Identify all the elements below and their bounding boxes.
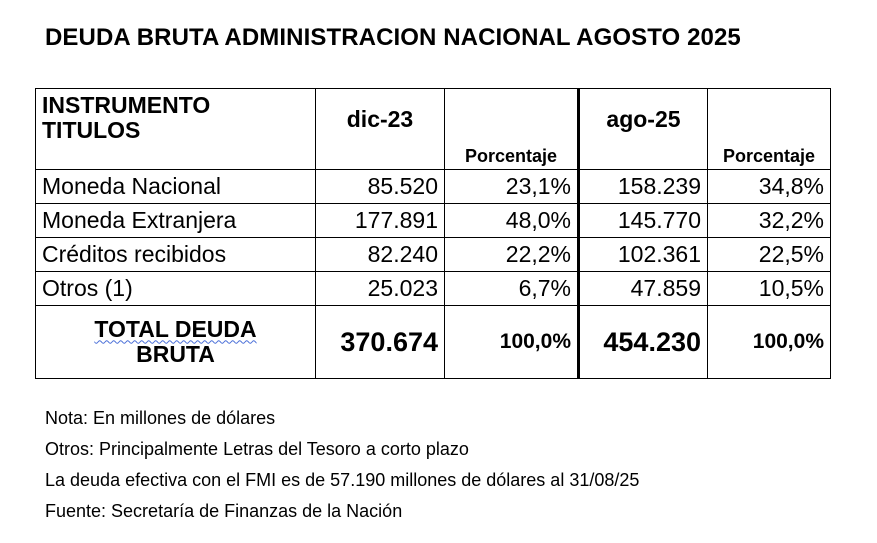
debt-table xyxy=(35,88,831,379)
header-period-ago25: ago-25 xyxy=(579,89,708,170)
header-instrument-line2: TITULOS xyxy=(42,117,141,144)
total-value-ago25: 454.230 xyxy=(579,306,708,379)
footnotes xyxy=(45,403,639,527)
header-percentage-2: Porcentaje xyxy=(708,89,831,170)
total-label-line2: BRUTA xyxy=(136,341,215,367)
note-fmi: La deuda efectiva con el FMI es de 57.190 millones de dólares al 31/08/25 xyxy=(45,470,640,490)
header-instrument-line1: INSTRUMENTO xyxy=(42,92,211,118)
row-percentage-ago25: 34,8% xyxy=(708,170,831,204)
row-percentage-ago25: 10,5% xyxy=(708,272,831,306)
row-percentage-dic23: 23,1% xyxy=(445,170,579,204)
header-percentage-1: Porcentaje xyxy=(445,89,579,170)
total-label xyxy=(36,306,316,379)
row-value-dic23: 25.023 xyxy=(316,272,445,306)
row-percentage-dic23: 6,7% xyxy=(445,272,579,306)
note-otros: Otros: Principalmente Letras del Tesoro a corto plazo xyxy=(45,439,469,459)
row-value-ago25: 102.361 xyxy=(579,238,708,272)
row-label: Moneda Extranjera xyxy=(36,204,316,238)
document-title: DEUDA BRUTA ADMINISTRACION NACIONAL AGOSTO 2025 xyxy=(45,24,741,51)
row-value-dic23: 177.891 xyxy=(316,204,445,238)
row-label: Moneda Nacional xyxy=(36,170,316,204)
note-units: Nota: En millones de dólares xyxy=(45,408,276,428)
row-label: Créditos recibidos xyxy=(36,238,316,272)
table-row xyxy=(36,238,831,272)
table-row xyxy=(36,170,831,204)
row-percentage-dic23: 48,0% xyxy=(445,204,579,238)
row-value-dic23: 85.520 xyxy=(316,170,445,204)
row-value-ago25: 158.239 xyxy=(579,170,708,204)
total-percentage-ago25: 100,0% xyxy=(708,306,831,379)
total-label-line1: TOTAL DEUDA xyxy=(94,315,257,342)
header-period-dic23: dic-23 xyxy=(316,89,445,170)
row-percentage-ago25: 22,5% xyxy=(708,238,831,272)
note-source: Fuente: Secretaría de Finanzas de la Nación xyxy=(45,501,403,521)
row-label: Otros (1) xyxy=(36,272,316,306)
table-row xyxy=(36,204,831,238)
header-instrument xyxy=(36,89,316,170)
total-row xyxy=(36,306,831,379)
row-value-ago25: 145.770 xyxy=(579,204,708,238)
row-value-ago25: 47.859 xyxy=(579,272,708,306)
total-value-dic23: 370.674 xyxy=(316,306,445,379)
row-percentage-ago25: 32,2% xyxy=(708,204,831,238)
table-row xyxy=(36,272,831,306)
row-percentage-dic23: 22,2% xyxy=(445,238,579,272)
row-value-dic23: 82.240 xyxy=(316,238,445,272)
total-percentage-dic23: 100,0% xyxy=(445,306,579,379)
table-header-row xyxy=(36,89,831,170)
